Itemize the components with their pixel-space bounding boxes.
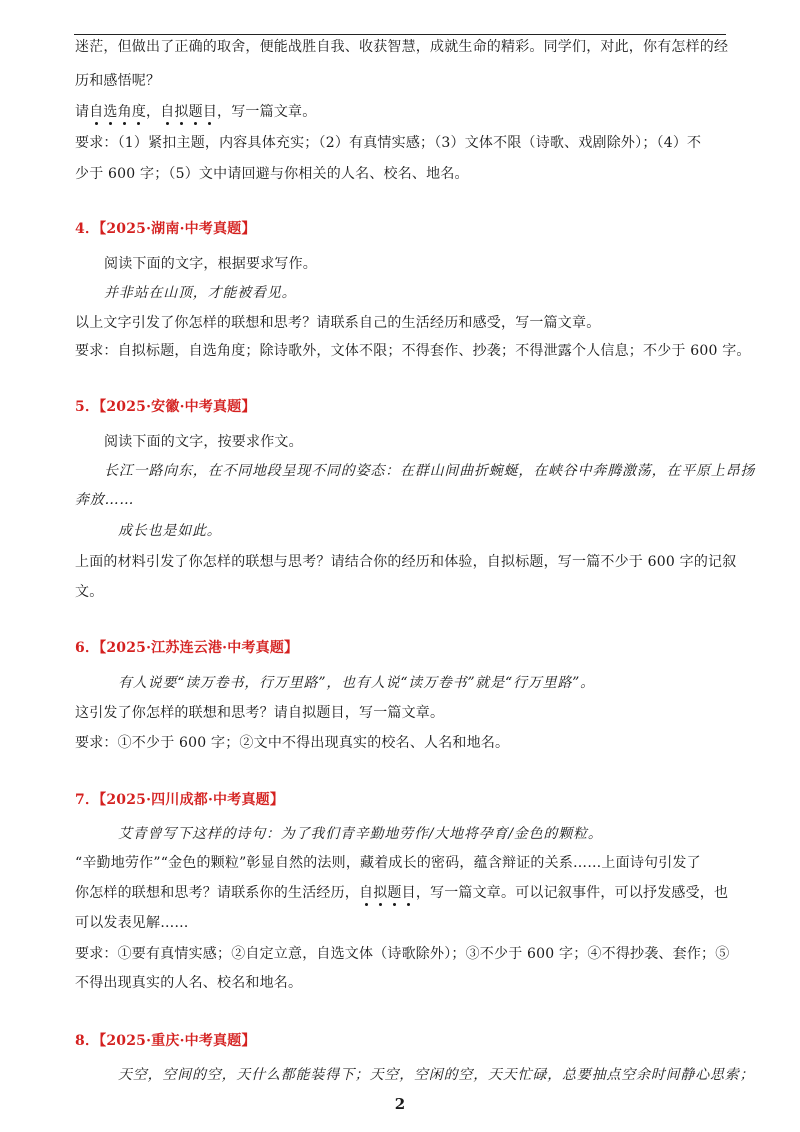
question-5-heading: 5．【2025·安徽·中考真题】 (75, 399, 256, 415)
q7-line-3-prefix: 你怎样的联想和思考？请联系你的生活经历， (75, 885, 359, 901)
intro-line-3 (75, 102, 735, 122)
q7-line-3-suffix: ，写一篇文章。可以记叙事件，可以抒发感受，也 (415, 885, 729, 901)
intro-suffix: ，写一篇文章。 (217, 104, 317, 120)
q4-line-1: 阅读下面的文字，根据要求写作。 (104, 256, 317, 272)
header-rule (74, 34, 726, 35)
emphasis-char: 自 (89, 104, 104, 120)
q6-quote: 有人说要“读万卷书，行万里路”，也有人说“读万卷书”就是“行万里路”。 (118, 675, 595, 691)
emphasis-char: 目 (202, 104, 218, 120)
q5-quote-2: 奔放…… (75, 492, 135, 508)
q4-line-4: 要求：自拟标题，自选角度；除诗歌外，文体不限；不得套作、抄袭；不得泄露个人信息；不少于 600 字。 (75, 343, 751, 359)
q6-line-2: 这引发了你怎样的联想和思考？请自拟题目，写一篇文章。 (75, 705, 445, 721)
emphasis-self-title-q7 (359, 885, 416, 901)
q7-line-3 (75, 883, 735, 903)
comma: ， (146, 104, 161, 120)
emphasis-char: 拟 (174, 104, 189, 120)
q7-line-5: 要求：①要有真情实感；②自定立意，自选文体（诗歌除外）；③不少于 600 字；④不得抄袭、套作；⑤ (75, 946, 730, 962)
question-8-heading: 8．【2025·重庆·中考真题】 (75, 1033, 256, 1049)
q5-line-6: 文。 (75, 584, 104, 600)
q7-line-6: 不得出现真实的人名、校名和地名。 (75, 975, 303, 991)
q5-quote-1: 长江一路向东，在不同地段呈现不同的姿态：在群山间曲折蜿蜒，在峡谷中奔腾激荡，在平原上昂扬 (104, 463, 756, 479)
q5-quote-3: 成长也是如此。 (118, 523, 222, 539)
emphasis-char: 自 (359, 885, 374, 901)
intro-line-4: 要求：（1）紧扣主题，内容具体充实；（2）有真情实感；（3）文体不限（诗歌、戏剧除外）；（4）不 (75, 135, 702, 151)
emphasis-char: 目 (401, 885, 416, 901)
q5-line-1: 阅读下面的文字，按要求作文。 (104, 434, 303, 450)
emphasis-char: 角 (117, 104, 132, 120)
intro-line-1: 迷茫，但做出了正确的取舍，便能战胜自我、收获智慧，成就生命的精彩。同学们，对此，你有怎样的经 (75, 39, 729, 55)
q8-quote: 天空，空间的空，天什么都能装得下；天空，空闲的空，天天忙碌，总要抽点空余时间静心思索； (118, 1067, 755, 1083)
q7-quote: 艾青曾写下这样的诗句：为了我们青辛勤地劳作/大地将孕育/金色的颗粒。 (118, 826, 603, 842)
intro-line-5: 少于 600 字；（5）文中请回避与你相关的人名、校名、地名。 (75, 166, 469, 182)
emphasis-char: 自 (160, 104, 175, 120)
emphasis-char: 选 (103, 104, 118, 120)
emphasis-self-angle (89, 104, 146, 120)
page-number: 2 (394, 1095, 406, 1113)
emphasis-char: 题 (188, 104, 203, 120)
intro-prefix: 请 (75, 104, 90, 120)
q5-line-5: 上面的材料引发了你怎样的联想与思考？请结合你的经历和体验，自拟标题，写一篇不少于 600 字的记叙 (75, 554, 737, 570)
q4-line-3: 以上文字引发了你怎样的联想和思考？请联系自己的生活经历和感受，写一篇文章。 (75, 315, 601, 331)
q6-line-3: 要求：①不少于 600 字；②文中不得出现真实的校名、人名和地名。 (75, 735, 510, 751)
emphasis-char: 拟 (373, 885, 388, 901)
question-6-heading: 6．【2025·江苏连云港·中考真题】 (75, 640, 299, 656)
intro-line-2: 历和感悟呢？ (75, 73, 161, 89)
q7-line-4: 可以发表见解…… (75, 915, 189, 931)
question-4-heading: 4．【2025·湖南·中考真题】 (75, 221, 256, 237)
question-7-heading: 7．【2025·四川成都·中考真题】 (75, 792, 285, 808)
emphasis-char: 度 (131, 104, 147, 120)
q7-line-2: “辛勤地劳作”“金色的颗粒”彰显自然的法则，藏着成长的密码，蕴含辩证的关系……上面诗句引发了 (75, 855, 701, 871)
emphasis-char: 题 (387, 885, 402, 901)
emphasis-self-title (160, 104, 217, 120)
q4-quote: 并非站在山顶，才能被看见。 (104, 285, 297, 301)
